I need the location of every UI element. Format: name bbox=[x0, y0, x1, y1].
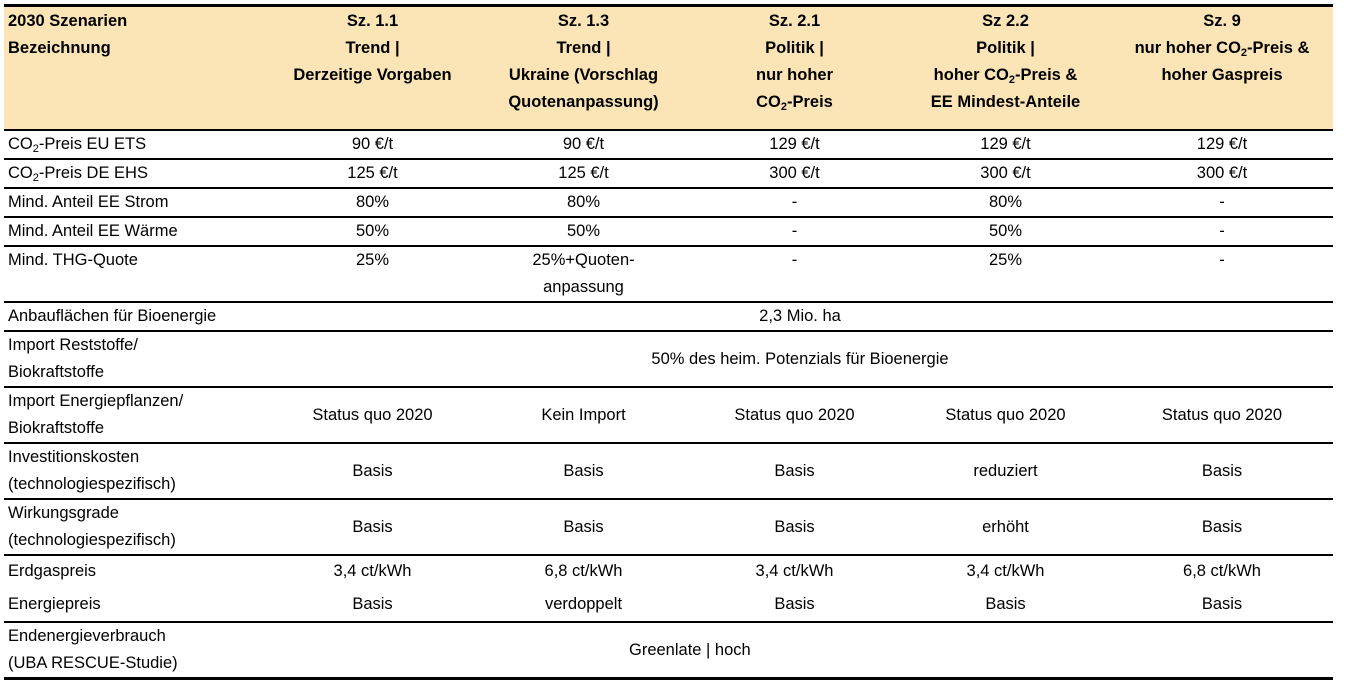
scenario-id: Sz. 2.1 bbox=[689, 6, 900, 36]
table-cell: Basis bbox=[1111, 443, 1333, 499]
table-cell: Status quo 2020 bbox=[689, 387, 900, 443]
table-cell: reduziert bbox=[900, 443, 1111, 499]
table-row bbox=[4, 555, 1333, 591]
row-label: Import Reststoffe/ Biokraftstoffe bbox=[4, 331, 267, 387]
table-cell: verdoppelt bbox=[544, 595, 623, 613]
table-cell: - bbox=[689, 188, 900, 217]
row-label: Anbauflächen für Bioenergie bbox=[4, 302, 267, 331]
scenario-name: Trend | Derzeitige Vorgaben bbox=[267, 35, 478, 130]
table-cell: - bbox=[1111, 217, 1333, 246]
table-cell: 90 €/t bbox=[267, 130, 478, 159]
table-cell: Basis bbox=[689, 499, 900, 555]
table-cell: Basis bbox=[478, 443, 689, 499]
table-cell: 129 €/t bbox=[689, 130, 900, 159]
table-cell: Basis bbox=[689, 443, 900, 499]
row-label: Endenergieverbrauch (UBA RESCUE-Studie) bbox=[4, 622, 267, 679]
scenario-name: Politik | nur hoher $CO_2$-Preis bbox=[689, 35, 900, 130]
table-cell: 80% bbox=[478, 188, 689, 217]
table-cell: - bbox=[689, 246, 900, 302]
table-cell: 80% bbox=[900, 188, 1111, 217]
table-cell: 80% bbox=[267, 188, 478, 217]
table-row bbox=[4, 591, 1333, 622]
table-cell: 300 €/t bbox=[900, 159, 1111, 188]
row-label: $CO_2$-Preis EU ETS bbox=[4, 130, 267, 159]
table-cell: Basis bbox=[1111, 499, 1333, 555]
scenario-id: Sz. 9 bbox=[1111, 6, 1333, 36]
table-cell: 3,4 ct/kWh bbox=[267, 555, 478, 591]
table-row bbox=[4, 331, 1333, 387]
table-row bbox=[4, 302, 1333, 331]
table-cell: Basis bbox=[774, 595, 815, 613]
scenario-id: Sz. 1.1 bbox=[267, 6, 478, 36]
table-row bbox=[4, 622, 1333, 679]
row-label: Mind. Anteil EE Wärme bbox=[4, 217, 267, 246]
table-row bbox=[4, 130, 1333, 159]
scenario-name: Politik | hoher $CO_2$-Preis & EE Mindest-Anteile bbox=[900, 35, 1111, 130]
table-row bbox=[4, 217, 1333, 246]
table-cell: 50% bbox=[478, 217, 689, 246]
table-row bbox=[4, 443, 1333, 499]
table-cell: Status quo 2020 bbox=[267, 387, 478, 443]
table-cell: 50% bbox=[267, 217, 478, 246]
table-cell: 3,4 ct/kWh bbox=[900, 555, 1111, 591]
table-cell: Basis bbox=[267, 443, 478, 499]
table-cell: 129 €/t bbox=[900, 130, 1111, 159]
label-column-heading: Bezeichnung bbox=[4, 35, 267, 130]
table-cell: 25% bbox=[267, 246, 478, 302]
table-row bbox=[4, 246, 1333, 302]
table-cell: 6,8 ct/kWh bbox=[1111, 555, 1333, 591]
table-cell: 90 €/t bbox=[478, 130, 689, 159]
table-cell-merged: Greenlate | hoch bbox=[267, 622, 1333, 679]
table-cell: 300 €/t bbox=[1111, 159, 1333, 188]
table-cell: 125 €/t bbox=[267, 159, 478, 188]
table-cell: Basis bbox=[1201, 595, 1243, 613]
table-cell: - bbox=[1111, 246, 1333, 302]
table-cell: Status quo 2020 bbox=[900, 387, 1111, 443]
table-cell: 50% bbox=[900, 217, 1111, 246]
table-cell: 125 €/t bbox=[478, 159, 689, 188]
table-row bbox=[4, 159, 1333, 188]
scenario-name: Trend | Ukraine (Vorschlag Quotenanpassung) bbox=[478, 35, 689, 130]
row-label: Energiepreis bbox=[8, 595, 101, 613]
row-label: Mind. Anteil EE Strom bbox=[4, 188, 267, 217]
row-label: Investitionskosten (technologiespezifisch) bbox=[4, 443, 267, 499]
header-row-ids bbox=[4, 6, 1333, 36]
table-cell: 129 €/t bbox=[1111, 130, 1333, 159]
table-cell: Basis bbox=[478, 499, 689, 555]
row-label: Wirkungsgrade (technologiespezifisch) bbox=[4, 499, 267, 555]
table-cell-merged: 2,3 Mio. ha bbox=[267, 302, 1333, 331]
row-label: Import Energiepflanzen/ Biokraftstoffe bbox=[4, 387, 267, 443]
table-cell-merged: 50% des heim. Potenzials für Bioenergie bbox=[267, 331, 1333, 387]
table-cell: - bbox=[689, 217, 900, 246]
table-cell: Basis bbox=[352, 595, 393, 613]
table-cell: 6,8 ct/kWh bbox=[478, 555, 689, 591]
table-cell: 3,4 ct/kWh bbox=[689, 555, 900, 591]
row-label: Mind. THG-Quote bbox=[4, 246, 267, 302]
table-cell: 25%+Quoten- anpassung bbox=[478, 246, 689, 302]
table-cell: Basis bbox=[985, 595, 1026, 613]
row-label: Erdgaspreis bbox=[4, 555, 267, 591]
table-cell: erhöht bbox=[900, 499, 1111, 555]
table-title: 2030 Szenarien bbox=[4, 6, 267, 36]
table-cell: - bbox=[1111, 188, 1333, 217]
table-row bbox=[4, 387, 1333, 443]
table-cell: Status quo 2020 bbox=[1111, 387, 1333, 443]
table-cell: Kein Import bbox=[478, 387, 689, 443]
table-row bbox=[4, 499, 1333, 555]
table-cell: 300 €/t bbox=[689, 159, 900, 188]
table-cell: Basis bbox=[267, 499, 478, 555]
scenario-id: Sz 2.2 bbox=[900, 6, 1111, 36]
scenario-name: nur hoher $CO_2$-Preis & hoher Gaspreis bbox=[1111, 35, 1333, 130]
table-row bbox=[4, 188, 1333, 217]
header-row-names bbox=[4, 35, 1333, 130]
scenario-id: Sz. 1.3 bbox=[478, 6, 689, 36]
table-cell: 25% bbox=[900, 246, 1111, 302]
row-label: $CO_2$-Preis DE EHS bbox=[4, 159, 267, 188]
scenario-table bbox=[4, 4, 1333, 680]
